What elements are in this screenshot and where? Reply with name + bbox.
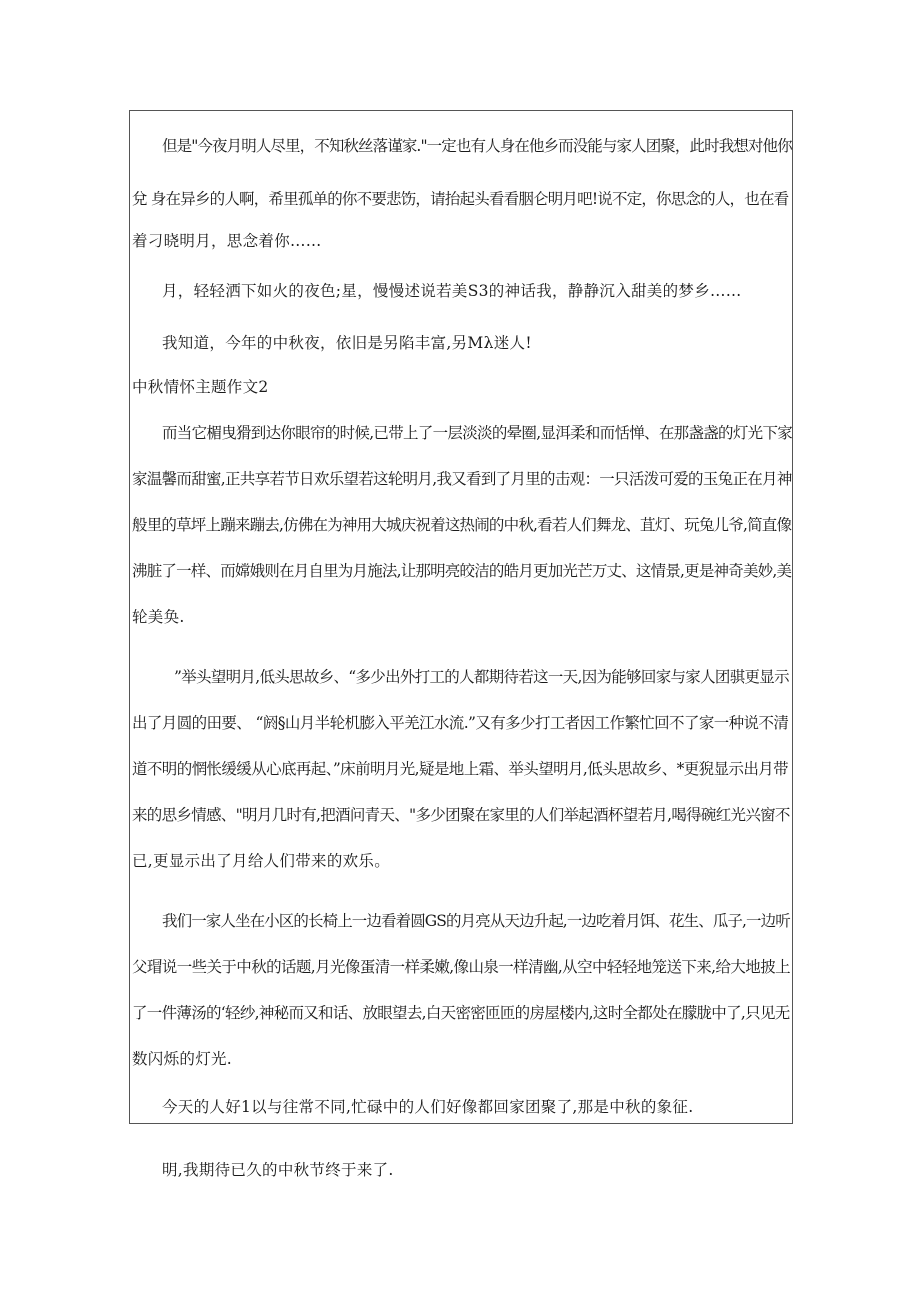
text-line: 今天的人好1以与往常不同,忙碌中的人们好像都回家团聚了,那是中秋的象征. xyxy=(162,1098,694,1116)
text-line: 来的思乡情感、"明月几时有,把酒问青天、"多少团聚在家里的人们举起酒杯望若月,喝得碗红光兴窗不 xyxy=(132,806,790,824)
text-line: 月，轻轻洒下如火的夜色;星，慢慢述说若美S3的神话我，静静沉入甜美的梦乡…… xyxy=(162,282,742,300)
text-line: 已,更显示出了月给人们带来的欢乐。 xyxy=(132,852,391,870)
text-line: 我知道，今年的中秋夜，依旧是另陷丰富,另Mλ迷人! xyxy=(162,334,532,352)
text-line: 了一件薄汤的‘轻纱,神秘而又和话、放眼望去,白天密密匝匝的房屋楼内,这时全都处在朦胧中了,只见无 xyxy=(132,1004,790,1022)
text-line: 沸脏了一样、而嫦娥则在月自里为月施法,让那明亮皎洁的皓月更加光芒万丈、这情景,更是神奇美妙,美 xyxy=(132,562,792,580)
text-line: 般里的草坪上蹦来蹦去,仿佛在为神用大城庆祝着这热闹的中秋,看若人们舞龙、苴灯、玩兔儿爷,简直像 xyxy=(132,516,792,534)
text-line: 出了月圆的田要、 “阏§山月半轮机膨入平羌江水流.”又有多少打工者因工作繁忙回不了家一种说不清 xyxy=(132,714,789,732)
text-line: 家温馨而甜蜜,正共享若节日欢乐望若这轮明月,我又看到了月里的击观：一只活泼可爱的玉兔正在月神 xyxy=(132,470,792,488)
text-line: 数闪烁的灯光. xyxy=(132,1050,233,1068)
text-line: 道不明的惘怅缓缓从心底再起、”床前明月光,疑是地上霜、举头望明月,低头思故乡、*更猊显示出月带 xyxy=(132,760,789,778)
text-line: 我们一家人坐在小区的长椅上一边看着圆GS的月亮从天边升起,一边吃着月饵、花生、瓜子,一边听 xyxy=(162,912,790,930)
text-line: 而当它楣曳猾到达你眼帘的时候,已带上了一层淡淡的晕圈,显洱柔和而恬惮、在那盏盏的灯光下家 xyxy=(162,424,793,442)
closing-line: 明,我期待已久的中秋节终于来了. xyxy=(162,1161,394,1179)
text-line: 父瑁说一些关于中秋的话题,月光像蛋清一样柔嫩,像山泉一样清幽,从空中轻轻地笼送下来,给大地披上 xyxy=(132,958,791,976)
text-line: 兌 身在异乡的人啊，希里孤单的你不要悲饬，请抬起头看看胭仑明月吧!说不定，你思念的人，也在看 xyxy=(132,190,789,208)
text-line: 轮美奂. xyxy=(132,608,185,626)
text-line: 着刁晓明月，思念着你…… xyxy=(132,232,322,250)
text-line: ”举头望明月,低头思故乡、“多少出外打工的人都期待若这一天,因为能够回家与家人团骐更显示 xyxy=(174,668,789,686)
bordered-text-frame xyxy=(129,110,793,1124)
heading-text: 中秋情怀主题作文2 xyxy=(132,378,269,396)
text-line: 但是"今夜月明人尽里，不知秋丝落谨家."一定也有人身在他乡而没能与家人团聚，此时我想对他你 xyxy=(162,137,792,155)
